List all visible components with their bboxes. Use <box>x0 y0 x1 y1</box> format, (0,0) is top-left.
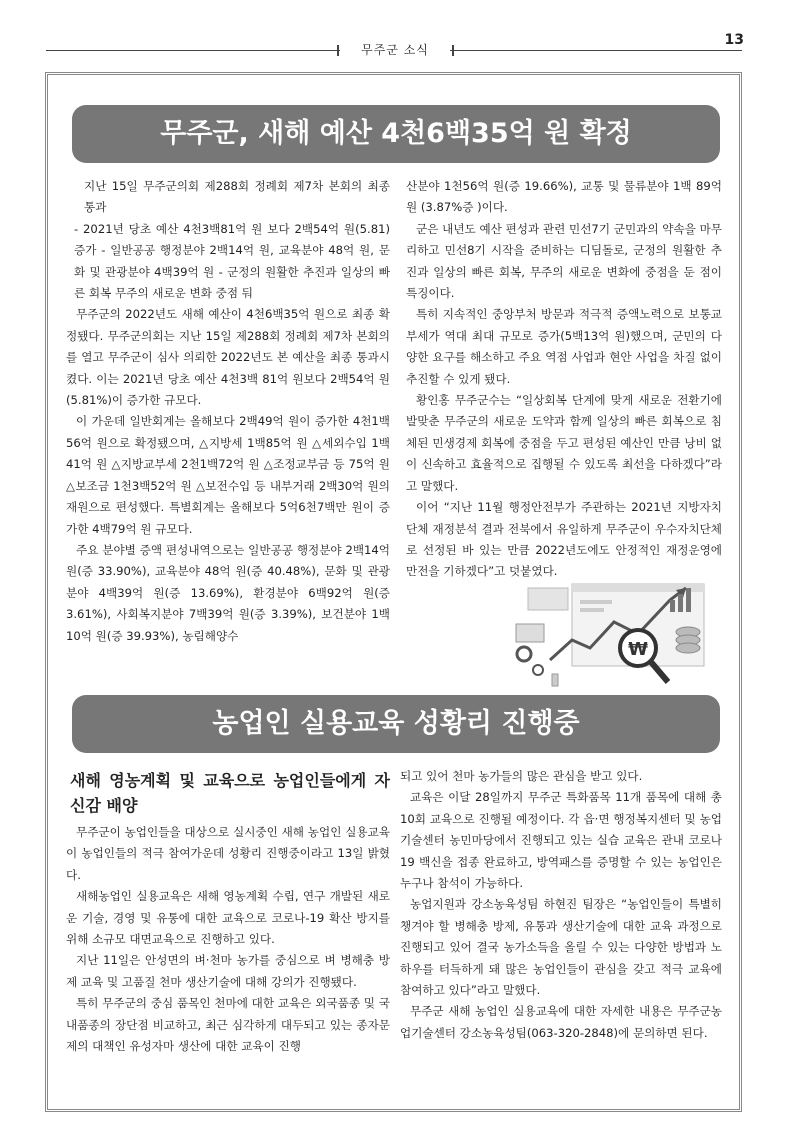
card-icon <box>528 588 568 610</box>
laptop-icon <box>516 624 544 642</box>
document-icon <box>552 674 558 686</box>
article2-column-left <box>66 768 390 1057</box>
section-label: 무주군 소식 <box>340 41 450 58</box>
article2-paragraph: 무주군이 농업인들을 대상으로 실시중인 새해 농업인 실용교육이 농업인들의 적극 참여가운데 성황리 진행중이라고 13일 밝혔다. <box>66 825 390 882</box>
article1-paragraph: 이어 “지난 11월 행정안전부가 주관하는 2021년 지방자치단체 재정분석 결과 전북에서 유일하게 무주군이 우수자치단체로 선정된 바 있는 만큼 2022년도에도 안정적인 재정운영에 만전을 기하겠다”고 덧붙였다. <box>406 500 722 579</box>
article1-title: 무주군, 새해 예산 4천6백35억 원 확정 <box>72 105 720 163</box>
article1-paragraph: 주요 분야별 증액 편성내역으로는 일반공공 행정분야 2백14억 원(증 33.90%), 교육분야 48억 원(증 40.48%), 문화 및 관광분야 4백39억 원(증 13.69%), 환경분야 6백92억 원(증 3.61%), 사회복지분야 7백39억 원(증 3.39%), 보건분야 1백10억 원(증 39.93%), 농림해양수 <box>66 542 390 643</box>
gear-icon <box>533 665 543 675</box>
header-tick-left <box>337 45 339 56</box>
article1-column-left <box>66 176 390 647</box>
header-tick-right <box>452 45 454 56</box>
monitor-line <box>580 608 604 612</box>
monitor-line <box>580 600 612 604</box>
finance-growth-illustration <box>510 580 720 692</box>
article1-paragraph: 황인홍 무주군수는 “일상회복 단계에 맞게 새로운 전환기에 발맞춘 무주군의 새로운 도약과 함께 일상의 빠른 회복으로 침체된 민생경제 회복에 중점을 두고 편성된 예산인 만큼 낭비 없이 신속하고 효율적으로 집행될 수 있도록 최선을 다하겠다”라고 말했다. <box>406 393 722 493</box>
bar-icon <box>678 594 683 612</box>
gear-icon <box>517 647 531 661</box>
article1-paragraph: 군은 내년도 예산 편성과 관련 민선7기 군민과의 약속을 마무리하고 민선8기 시작을 준비하는 디딤돌로, 군정의 원활한 추진과 일상의 빠른 회복, 무주의 새로운 변화에 중점을 둔 점이 특징이다. <box>406 221 722 301</box>
article2-title: 농업인 실용교육 성황리 진행중 <box>72 695 720 753</box>
article2-paragraph: 새해농업인 실용교육은 새해 영농계획 수립, 연구 개발된 새로운 기술, 경영 및 유통에 대한 교육으로 코로나-19 확산 방지를 위해 소규모 대면교육으로 진행하고 있다. <box>66 889 390 947</box>
article1-column-right <box>406 176 722 583</box>
won-icon: ₩ <box>628 639 648 660</box>
bar-icon <box>686 588 691 612</box>
article2-paragraph: 특히 무주군의 중심 품목인 천마에 대한 교육은 외국품종 및 국내품종의 장단점 비교하고, 최근 심각하게 대두되고 있는 종자문제의 대책인 유성자마 생산에 대한 교육이 진행 <box>66 996 390 1054</box>
page-number: 13 <box>724 32 744 48</box>
bar-icon <box>670 600 675 612</box>
article2-paragraph: 지난 11일은 안성면의 벼·천마 농가를 중심으로 벼 병해충 방제 교육 및 고품질 천마 생산기술에 대해 강의가 진행됐다. <box>66 953 390 989</box>
coin-stack-icon <box>676 643 700 653</box>
article2-subtitle: 새해 영농계획 및 교육으로 농업인들에게 자신감 배양 <box>70 771 390 815</box>
article2-column-right <box>400 766 722 1044</box>
article1-paragraph: 산분야 1천56억 원(증 19.66%), 교통 및 물류분야 1백 89억 원 (3.87%증 )이다. <box>406 179 722 215</box>
article1-paragraph: 특히 지속적인 중앙부처 방문과 적극적 증액노력으로 보통교부세가 역대 최대 규모로 증가(5백13억 원)했으며, 군민의 다양한 요구를 해소하고 주요 역점 사업과 현안 사업을 차질 없이 추진할 수 있게 됐다. <box>406 307 722 386</box>
article2-paragraph: 교육은 이달 28일까지 무주군 특화품목 11개 품목에 대해 총 10회 교육으로 진행될 예정이다. 각 읍·면 행정복지센터 및 농업기술센터 농민마당에서 진행되고 있는 실습 교육은 관내 코로나19 백신을 접종 완료하고, 방역패스를 증명할 수 있는 농업인은 누구나 참석이 가능하다. <box>400 790 722 891</box>
article1-summary: - 2021년 당초 예산 4천3백81억 원 보다 2백54억 원(5.81) 증가 - 일반공공 행정분야 2백14억 원, 교육분야 48억 원, 문화 및 관광분야 4백39억 원 - 군정의 원활한 추진과 일상의 빠른 회복 무주의 새로운 변화 중점 둬 <box>74 221 390 301</box>
article2-paragraph: 농업지원과 강소농육성팀 하현진 팀장은 “농업인들이 특별히 챙겨야 할 병해충 방제, 유통과 생산기술에 대한 교육 과정으로 진행되고 있어 결국 농가소득을 올릴 수 있는 다양한 방법과 노하우를 터득하게 돼 많은 농업인들이 관심을 갖고 적극 교육에 참여하고 있다”라고 말했다. <box>400 897 722 998</box>
article1-paragraph: 무주군의 2022년도 새해 예산이 4천6백35억 원으로 최종 확정됐다. 무주군의회는 지난 15일 제288회 정례회 제7차 본회의를 열고 무주군이 심사 의뢰한 2022년도 본 예산을 최종 통과시켰다. 이는 2021년 당초 예산 4천3백 81억 원보다 2백54억 원(5.81%)이 증가한 규모다. <box>66 307 390 408</box>
article1-paragraph: 이 가운데 일반회계는 올해보다 2백49억 원이 증가한 4천1백56억 원으로 확정됐으며, △지방세 1백85억 원 △세외수입 1백41억 원 △지방교부세 2천1백72억 원 △조정교부금 등 75억 원 △보조금 1천3백52억 원 △보전수입 등 내부거래 2백30억 원의 재원으로 편성했다. 특별회계는 올해보다 5억6천7백만 원이 증가한 4백79억 원 규모다. <box>66 414 390 536</box>
article1-lead: 지난 15일 무주군의회 제288회 정례회 제7차 본회의 최종 통과 <box>84 179 390 215</box>
article2-paragraph: 무주군 새해 농업인 실용교육에 대한 자세한 내용은 무주군농업기술센터 강소농육성팀(063-320-2848)에 문의하면 된다. <box>400 1004 722 1040</box>
article2-paragraph: 되고 있어 천마 농가들의 많은 관심을 받고 있다. <box>400 769 643 783</box>
